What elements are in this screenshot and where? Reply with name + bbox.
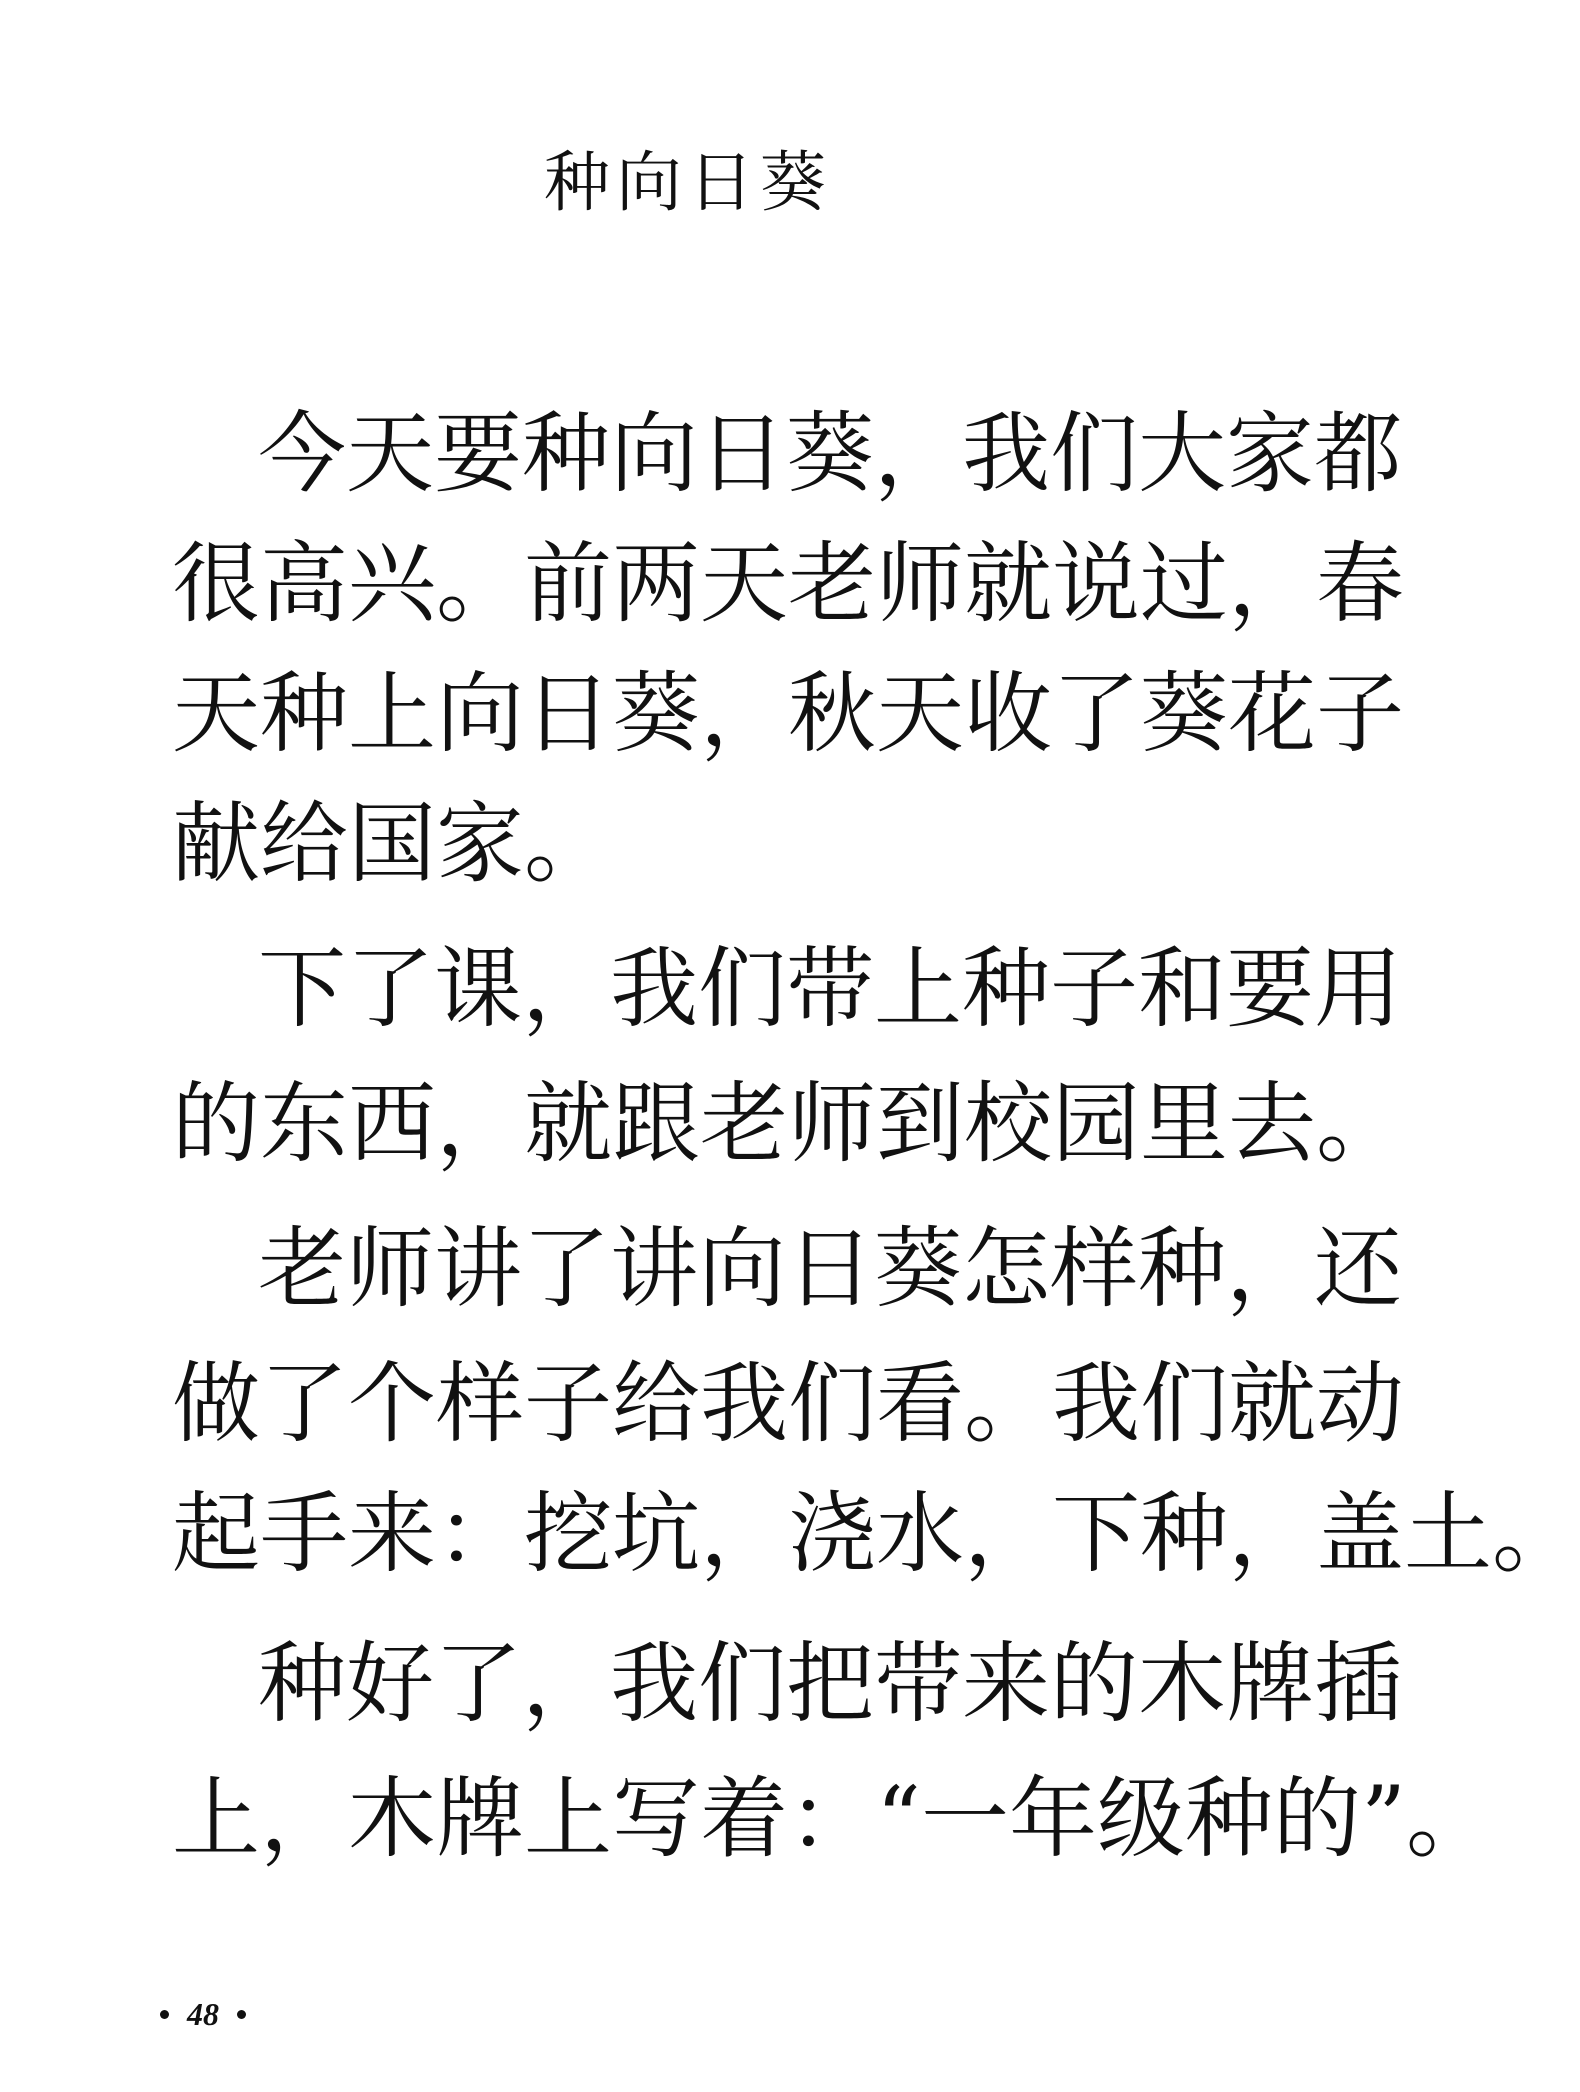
- text-line: 老师讲了讲向日葵怎样种，还: [258, 1217, 1403, 1320]
- text-line: 起手来：挖坑，浇水，下种，盖土。: [172, 1482, 1580, 1585]
- text-line: 下了课，我们带上种子和要用: [258, 937, 1403, 1040]
- text-line: 献给国家。: [172, 792, 613, 895]
- dot-icon: [237, 2010, 246, 2019]
- text-line: 的东西，就跟老师到校园里去。: [172, 1072, 1405, 1175]
- text-line: 很高兴。前两天老师就说过，春: [172, 532, 1405, 635]
- text-line: 上，木牌上写着：“一年级种的”。: [172, 1767, 1494, 1870]
- page-title: 种向日葵: [544, 144, 832, 221]
- text-line: 种好了，我们把带来的木牌插: [258, 1632, 1403, 1735]
- page-number: 48: [187, 1996, 219, 2032]
- text-line: 做了个样子给我们看。我们就动: [172, 1352, 1405, 1455]
- dot-icon: [160, 2010, 169, 2019]
- text-line: 今天要种向日葵，我们大家都: [258, 402, 1403, 505]
- page-footer: [160, 1996, 246, 2033]
- text-line: 天种上向日葵，秋天收了葵花子: [172, 662, 1405, 765]
